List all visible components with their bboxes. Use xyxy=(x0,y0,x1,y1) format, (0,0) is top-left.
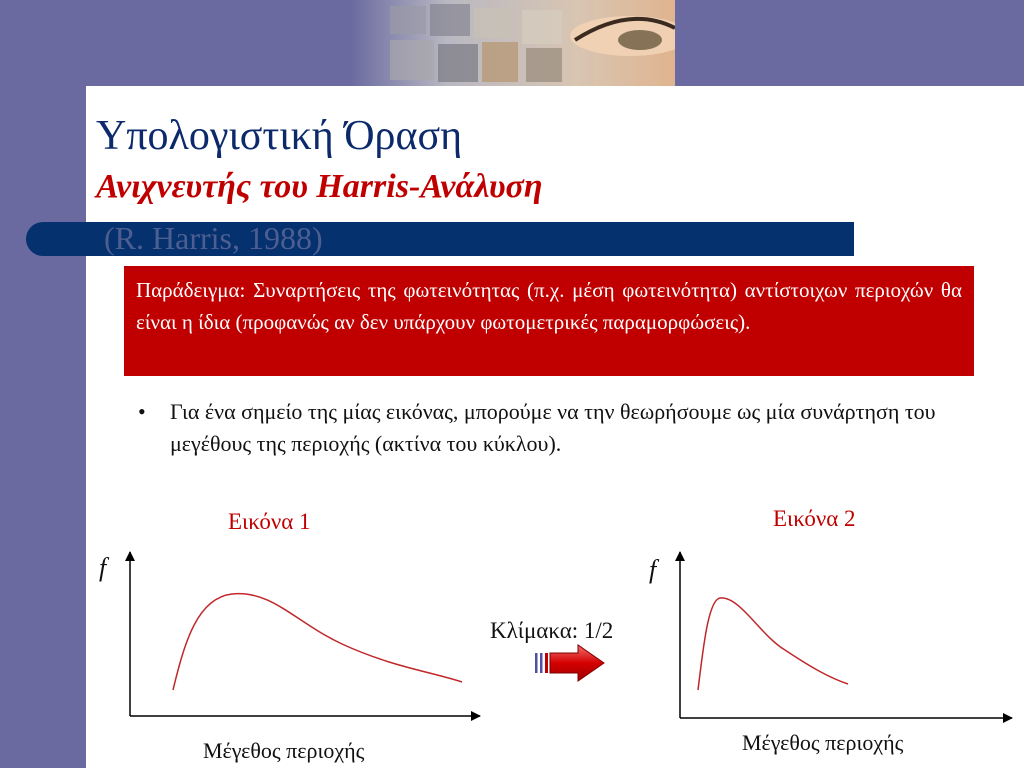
citation-text: (R. Harris, 1988) xyxy=(104,220,323,256)
left-image-label: Εικόνα 1 xyxy=(228,509,311,534)
left-curve xyxy=(173,594,462,690)
bullet-dot: • xyxy=(138,399,146,424)
example-callout-text: Παράδειγμα: Συναρτήσεις της φωτεινότητας (π.χ. μέση φωτεινότητα) αντίστοιχων περιοχών θα είναι η ίδια (προφανώς αν δεν υπάρχουν φωτομετρικές παραμορφώσεις). xyxy=(136,278,962,334)
right-y-axis-label: f xyxy=(649,555,657,584)
right-x-axis-label: Μέγεθος περιοχής xyxy=(742,730,904,755)
scale-label: Κλίμακα: 1/2 xyxy=(490,618,614,643)
right-curve xyxy=(698,598,848,690)
right-arrow-icon xyxy=(535,645,604,681)
left-x-axis-label: Μέγεθος περιοχής xyxy=(203,738,365,763)
left-y-axis-label: f xyxy=(99,553,107,582)
slide-title: Υπολογιστική Όραση xyxy=(96,113,463,159)
bullet-text: Για ένα σημείο της μίας εικόνας, μπορούμε να την θεωρήσουμε ως μία συνάρτηση του μεγέθους της περιοχής (ακτίνα του κύκλου). xyxy=(170,399,936,456)
slide-subtitle: Ανιχνευτής του Harris-Ανάλυση xyxy=(96,168,543,205)
right-image-label: Εικόνα 2 xyxy=(773,506,856,531)
